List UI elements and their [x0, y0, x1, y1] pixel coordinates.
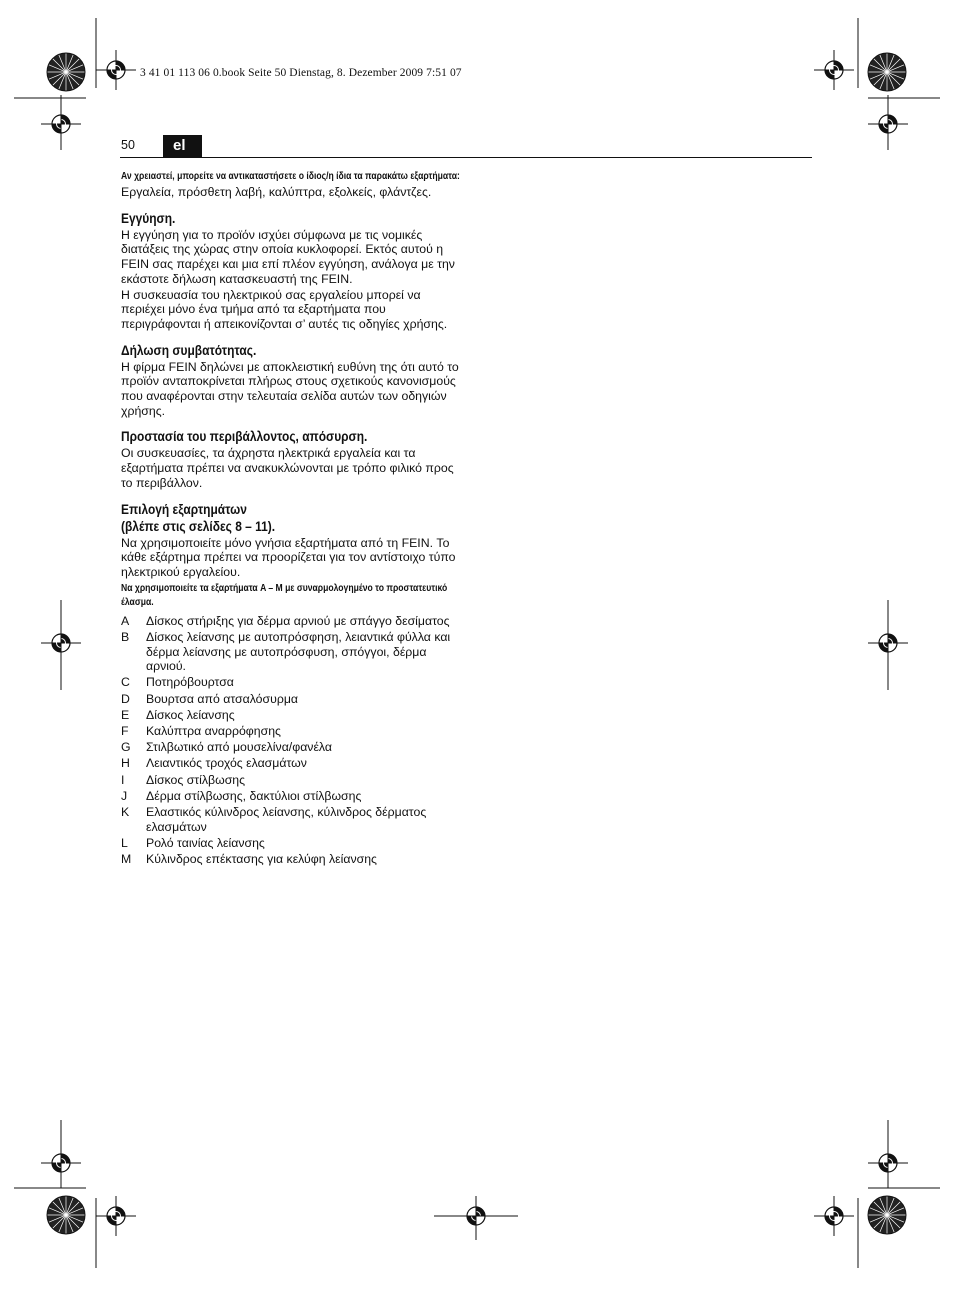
warranty-paragraph-1: Η εγγύηση για το προϊόν ισχύει σύμφωνα με τις νομικές διατάξεις της χώρας στην οποία κυκλοφορεί. Εκτός αυτού η FEIN σας παρέχει και μια επί πλέον εγγύηση, ανάλογα με την εκάστοτε δήλωση κατασκευαστή της FEIN. [121, 227, 455, 286]
accessories-list [121, 614, 461, 867]
item-letter: D [121, 691, 130, 706]
item-text: Δίσκος λείανσης με αυτοπρόσφηση, λειαντικά φύλλα και δέρμα λείανσης με αυτοπρόσφυση, σπόγγοι, δέρμα αρνιού. [146, 629, 451, 674]
list-item [121, 789, 461, 804]
item-letter: K [121, 805, 130, 820]
item-letter: F [121, 724, 129, 739]
section-heading-warranty: Εγγύηση. [121, 210, 176, 226]
list-item [121, 614, 461, 629]
item-text: Δίσκος λείανσης [146, 707, 235, 722]
list-item [121, 836, 461, 851]
environment-paragraph: Οι συσκευασίες, τα άχρηστα ηλεκτρικά εργαλεία και τα εξαρτήματα πρέπει να ανακυκλώνονται με τρόπο φιλικό προς το περιβάλλον. [121, 446, 454, 490]
item-letter: M [121, 852, 132, 867]
item-text: Δίσκος στήριξης για δέρμα αρνιού με σπάγγο δεσίματος [146, 613, 450, 628]
item-text: Λειαντικός τροχός ελασμάτων [146, 756, 307, 771]
language-badge: el [163, 135, 202, 157]
item-letter: G [121, 740, 131, 755]
item-text: Δέρμα στίλβωσης, δακτύλιοι στίλβωσης [146, 788, 362, 803]
list-item [121, 675, 461, 690]
item-text: Κύλινδρος επέκτασης για κελύφη λείανσης [146, 852, 377, 867]
list-item [121, 692, 461, 707]
accessories-heading-line-1: Επιλογή εξαρτημάτων [121, 501, 247, 517]
intro-text: Εργαλεία, πρόσθετη λαβή, καλύπτρα, εξολκείς, φλάντζες. [121, 185, 432, 199]
item-text: Ελαστικός κύλινδρος λείανσης, κύλινδρος δέρματος ελασμάτων [146, 805, 427, 834]
warranty-paragraph-2: Η συσκευασία του ηλεκτρικού σας εργαλείου μπορεί να περιέχει μόνο ένα τμήμα από τα εξαρτήματα που περιγράφονται ή απεικονίζονται σ’ αυτές τις οδηγίες χρήσης. [121, 287, 448, 331]
list-item [121, 805, 461, 834]
item-letter: E [121, 707, 130, 722]
item-letter: J [121, 788, 128, 803]
section-heading-environment: Προστασία του περιβάλλοντος, απόσυρση. [121, 429, 368, 445]
list-item [121, 630, 461, 674]
list-item [121, 724, 461, 739]
item-text: Καλύπτρα αναρρόφησης [146, 724, 281, 739]
list-item [121, 708, 461, 723]
list-item [121, 852, 461, 867]
item-text: Στιλβωτικό από μουσελίνα/φανέλα [146, 740, 333, 755]
header-rule [120, 157, 812, 158]
book-file-info: 3 41 01 113 06 0.book Seite 50 Dienstag, 8. Dezember 2009 7:51 07 [140, 67, 462, 79]
item-text: Βουρτσα από ατσαλόσυρμα [146, 691, 299, 706]
item-letter: B [121, 629, 130, 644]
item-text: Δίσκος στίλβωσης [146, 772, 246, 787]
item-letter: L [121, 836, 128, 850]
item-letter: H [121, 756, 130, 771]
list-item [121, 756, 461, 771]
list-item [121, 740, 461, 755]
intro-note: Αν χρειαστεί, μπορείτε να αντικαταστήσετε ο ίδιος/η ίδια τα παρακάτω εξαρτήματα: [121, 171, 460, 182]
item-letter: C [121, 675, 130, 690]
list-item [121, 773, 461, 788]
section-heading-conformity: Δήλωση συμβατότητας. [121, 342, 257, 358]
accessories-heading-line-2: (βλέπε στις σελίδες 8 – 11). [121, 518, 276, 534]
page-number: 50 [121, 138, 135, 152]
item-letter: A [121, 613, 130, 628]
item-text: Ρολό ταινίας λείανσης [146, 836, 265, 850]
accessories-paragraph: Να χρησιμοποιείτε μόνο γνήσια εξαρτήματα από τη FEIN. Το κάθε εξάρτημα πρέπει να προορίζεται για τον αντίστοιχο τύπο ηλεκτρικού εργαλείου. [121, 535, 456, 579]
item-text: Ποτηρόβουρτσα [146, 675, 234, 690]
main-column [121, 170, 461, 868]
item-letter: I [121, 772, 125, 787]
conformity-paragraph: Η φίρμα FEIN δηλώνει με αποκλειστική ευθύνη της ότι αυτό το προϊόν ανταποκρίνεται πλήρως στους σχετικούς κανονισμούς που αναφέρονται στην τελευταία σελίδα αυτών των οδηγιών χρήσης. [121, 359, 459, 418]
accessories-note: Να χρησιμοποιείτε τα εξαρτήματα A – M με συναρμολογημένο το προστατευτικό έλασμα. [121, 582, 448, 608]
